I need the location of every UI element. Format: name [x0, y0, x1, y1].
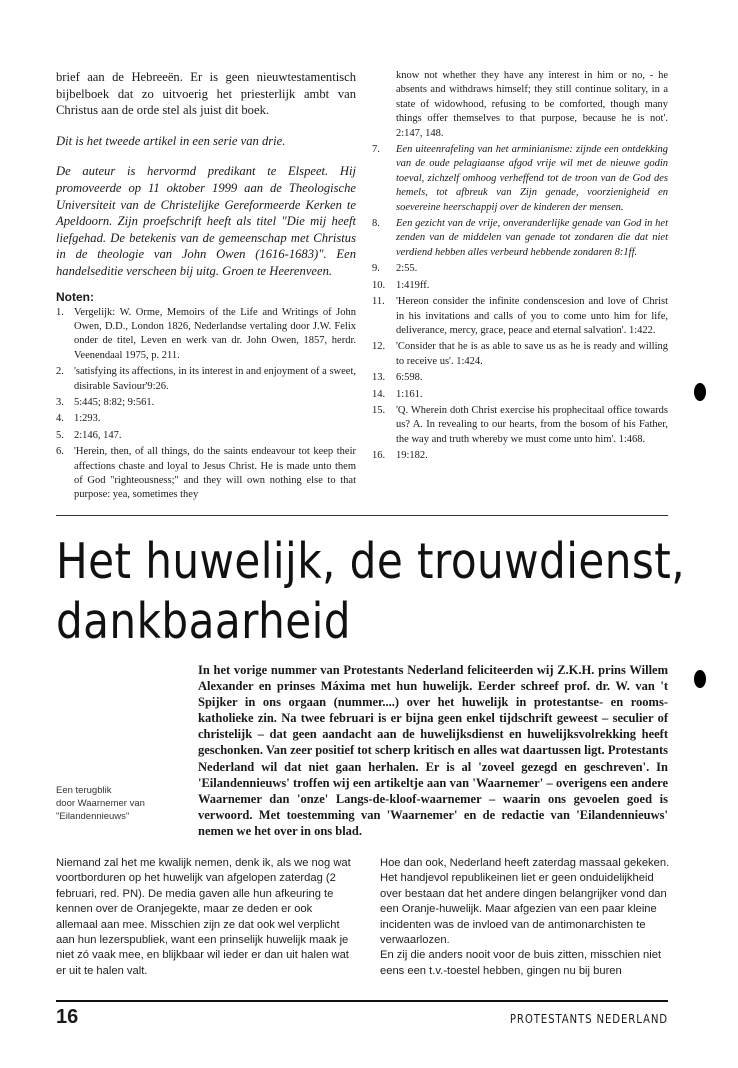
note-item: 14. 1:161.: [372, 388, 423, 400]
note-item: 1. Vergelijk: W. Orme, Memoirs of the Life and Writings of John Owen, D.D., London 1826, Nederlandse vertaling door J.W. Felix onder de titel, Leven en werk van dr. John Owen, 1857, herdr. Veenendaal 1975, p. 211.: [56, 306, 356, 361]
side-note: Een terugblik door Waarnemer van "Eilandennieuws": [56, 785, 145, 822]
note-item: 2. 'satisfying its affections, in its interest in and enjoyment of a sweet, disirable Saviour'9:26.: [56, 366, 356, 392]
note-item: 4. 1:293.: [56, 413, 101, 425]
note-item: 12. 'Consider that he is as able to save us as he is ready and willing to receive us'. 1:424.: [372, 341, 668, 367]
note-item: 11. 'Hereon consider the infinite condenscesion and love of Christ in his invitations and calls of you to come unto him for life, deliverance, mercy, grace, peace and eternal salvation'. 1:422.: [372, 296, 668, 336]
author-note: De auteur is hervormd predikant te Elspeet. Hij promoveerde op 11 oktober 1999 aan de Theologische Universiteit van de Christelijke Gereformeerde Kerken te Apeldoorn. Zijn proefschrift heeft als titel "Die mij heeft liefgehad. De betekenis van de gemeenschap met Christus in de theologie van John Owen (1616-1683)". Een handelseditie verscheen bij uitg. Groen te Heerenveen.: [56, 164, 356, 278]
note-item: 9. 2:55.: [372, 263, 418, 275]
section-divider: [56, 515, 668, 516]
note-item: 8. Een gezicht van de vrije, onveranderlijke genade van God in het zenden van de middelen van genade tot zondaren die dat niet verdiend hebben alles verbeurd hebbende zondaren 8:1ff.: [372, 218, 668, 258]
body-paragraph: Niemand zal het me kwalijk nemen, denk ik, als we nog wat voortborduren op het huwelijk van afgelopen zaterdag (2 februari, red. PN). De media gaven alle hun afkeuring te kennen over de Oranjegekte, maar ze deden er ook allemaal aan mee. Misschien zijn ze dat ook wel verplicht aan hun lezerspubliek, want een prinselijk huwelijk maak je niet zó vaak mee, en blijkbaar wil ieder er dan uit halen wat er uit te halen valt.: [56, 857, 351, 977]
article-lead: In het vorige nummer van Protestants Nederland feliciteerden wij Z.K.H. prins Willem Alexander en prinses Máxima met hun huwelijk. Eerder schreef prof. dr. W. van 't Spijker in ons orgaan (nummer....) over het huwelijk in protestantse- en rooms-katholieke zin. Na twee februari is er bijna geen enkel tijdschrift geweest – seculier of christelijk – dat geen aandacht aan de huwelijksdienst en huwelijksvolrekking heeft geschonken. Van zeer positief tot scherp kritisch en alles wat daartussen ligt. Protestants Nederland wil dat niet gaan herhalen. Er is al 'zoveel gezegd en geschreven'. In 'Eilandennieuws' troffen wij een artikeltje aan van 'Waarnemer' – overigens een andere Waarnemer dan 'onze' Langs-de-kloof-waarnemer – waarin ons gevoelen goed is verwoord. Met toestemming van 'Waarnemer' en de redactie van 'Eilandennieuws' nemen we het over in ons blad.: [198, 663, 668, 838]
note-item: 7. Een uiteenrafeling van het arminianisme: zijnde een ontdekking van de oude pelagiaanse afgod vrije wil met de nieuwe godin toeval, zichzelf omhoog verheffend tot de troon van de God des hemels, tot afbreuk van Zijn genade, voorzienigheid en soevereine heerschappij over de kinderen der mensen.: [372, 144, 668, 213]
note-item: 13. 6:598.: [372, 372, 423, 384]
running-head: PROTESTANTS NEDERLAND: [509, 1012, 668, 1026]
right-column: [372, 69, 668, 466]
body-column-right: [380, 856, 670, 979]
notes-list-right: [372, 69, 668, 464]
body-paragraph: En zij die anders nooit voor de buis zitten, misschien niet eens een t.v.-toestel hebben, gingen nu bij buren: [380, 949, 662, 977]
notes-list-left: [56, 306, 356, 503]
series-note: Dit is het tweede artikel in een serie van drie.: [56, 133, 286, 148]
note-item: 10. 1:419ff.: [372, 279, 430, 291]
note-continuation: know not whether they have any interest in him or no, - he absents and withdraws himself; they still continue solitary, in a state of widowhood, refusing to be comforted, though many things offer themselves to that purpose, because he is not'. 2:147, 148.: [396, 70, 668, 139]
note-item: 5. 2:146, 147.: [56, 429, 122, 441]
body-column-left: [56, 856, 356, 979]
left-column: [56, 69, 356, 505]
article-title: [56, 532, 686, 652]
title-line-1: Het huwelijk, de trouwdienst,: [56, 533, 686, 590]
punch-hole-mark: [694, 670, 706, 688]
note-item: 15. 'Q. Wherein doth Christ exercise his prophecitaal office towards us? A. In revealing to our hearts, from the bosom of his Father, the way and truth whereby we must come unto him'. 1:468.: [372, 404, 668, 445]
note-item: 6. 'Herein, then, of all things, do the saints endeavour tot keep their affections chaste and loyal to Jesus Christ. He is made unto them of God "righteousness;" and they will own nothing else to that purpose: yea, sometimes they: [56, 446, 356, 501]
note-item: 16. 19:182.: [372, 450, 428, 462]
notes-heading: Noten:: [56, 289, 94, 304]
note-item: 3. 5:445; 8:82; 9:561.: [56, 396, 155, 408]
body-paragraph: Hoe dan ook, Nederland heeft zaterdag massaal gekeken. Het handjevol republikeinen liet er geen onduidelijkheid over bestaan dat het andere dingen belangrijker vond dan een Oranje-huwelijk. Maar afgezien van een paar kleine incidenten was de invloed van de antimonarchisten te verwaarlozen.: [380, 857, 670, 947]
page-number: 16: [56, 1006, 79, 1028]
title-line-2: dankbaarheid: [56, 593, 351, 650]
intro-paragraph: brief aan de Hebreeën. Er is geen nieuwtestamentisch bijbelboek dat zo uitvoerig het priesterlijk ambt van Christus aan de orde stel als juist dit boek.: [56, 70, 356, 118]
footer-rule: [56, 1000, 668, 1002]
punch-hole-mark: [694, 383, 706, 401]
